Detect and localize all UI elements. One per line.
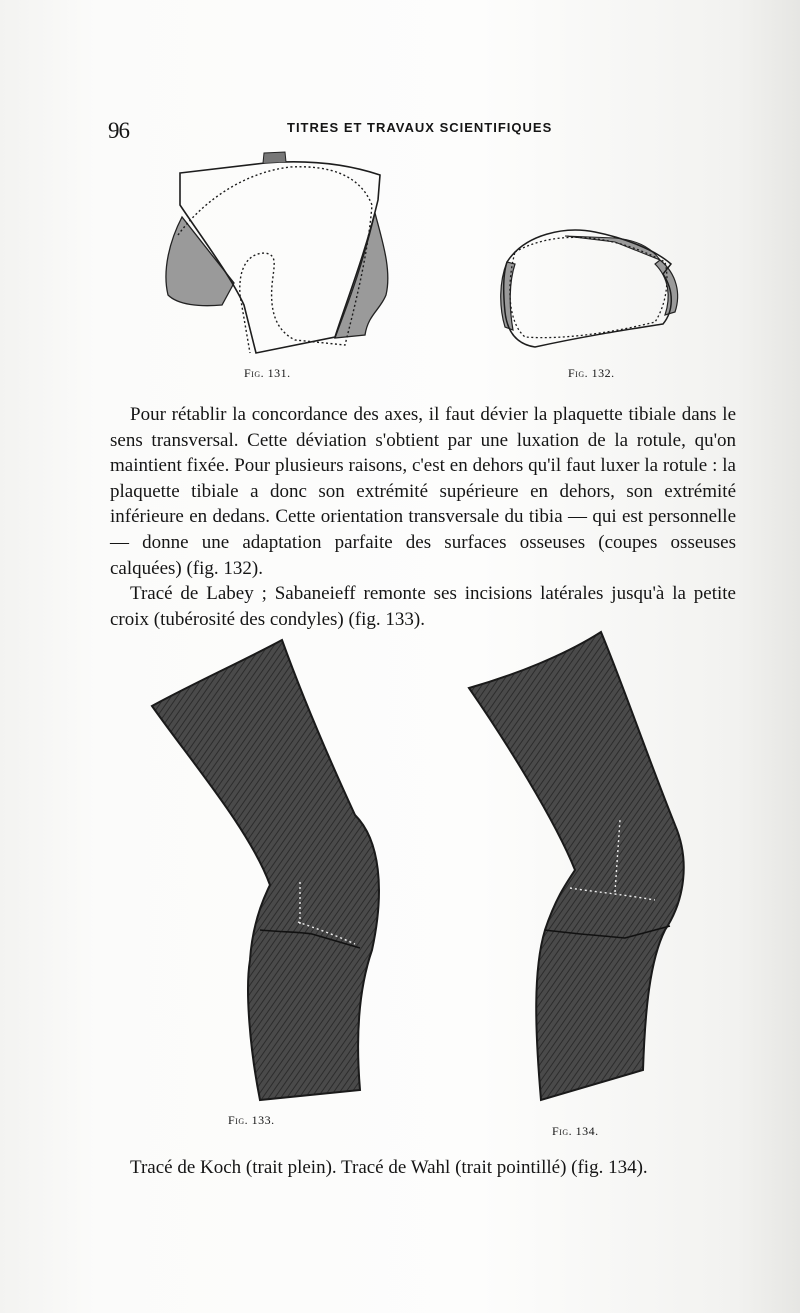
paragraph-1: Pour rétablir la concordance des axes, il faut dévier la plaquette tibiale dans le sens transversal. Cette déviation s'obtient par une luxation de la rotule, qu'on maintient fixée. Pour plusieurs raisons, c'est en dehors qu'il faut luxer la rotule : la plaquette tibiale a donc son extrémité supérieure en dehors, son extrémité inférieure en dedans. Cette orientation transversale du tibia — qui est personnelle — donne une adaptation parfaite des surfaces osseuses (coupes osseuses calquées) (fig. 132). — [110, 404, 736, 579]
fig133-leg-silhouette — [152, 640, 379, 1100]
running-title: TITRES ET TRAVAUX SCIENTIFIQUES — [287, 120, 553, 135]
figure-131-caption: Fig. 131. — [244, 366, 291, 380]
body-text — [110, 402, 736, 632]
figure-133-caption: Fig. 133. — [228, 1113, 275, 1127]
page-number: 96 — [108, 118, 129, 143]
fig131-top-knob — [263, 152, 286, 163]
figure-133-leg-drawing — [150, 630, 390, 1110]
figure-134-leg-drawing — [465, 630, 695, 1110]
figure-132-bone-section — [495, 212, 685, 357]
figure-134-description: Tracé de Koch (trait plein). Tracé de Wahl (trait pointillé) (fig. 134). — [130, 1157, 648, 1178]
figure-134-caption: Fig. 134. — [552, 1124, 599, 1138]
paragraph-2: Tracé de Labey ; Sabaneieff remonte ses incisions latérales jusqu'à la petite croix (tubérosité des condyles) (fig. 133). — [110, 583, 736, 630]
fig134-leg-silhouette — [469, 632, 684, 1100]
fig131-shaded-left — [166, 217, 234, 306]
figure-131-bone-section — [160, 145, 395, 360]
fig132-outline — [504, 230, 672, 347]
fig132-shaded-left — [501, 262, 515, 330]
figure-132-caption: Fig. 132. — [568, 366, 615, 380]
